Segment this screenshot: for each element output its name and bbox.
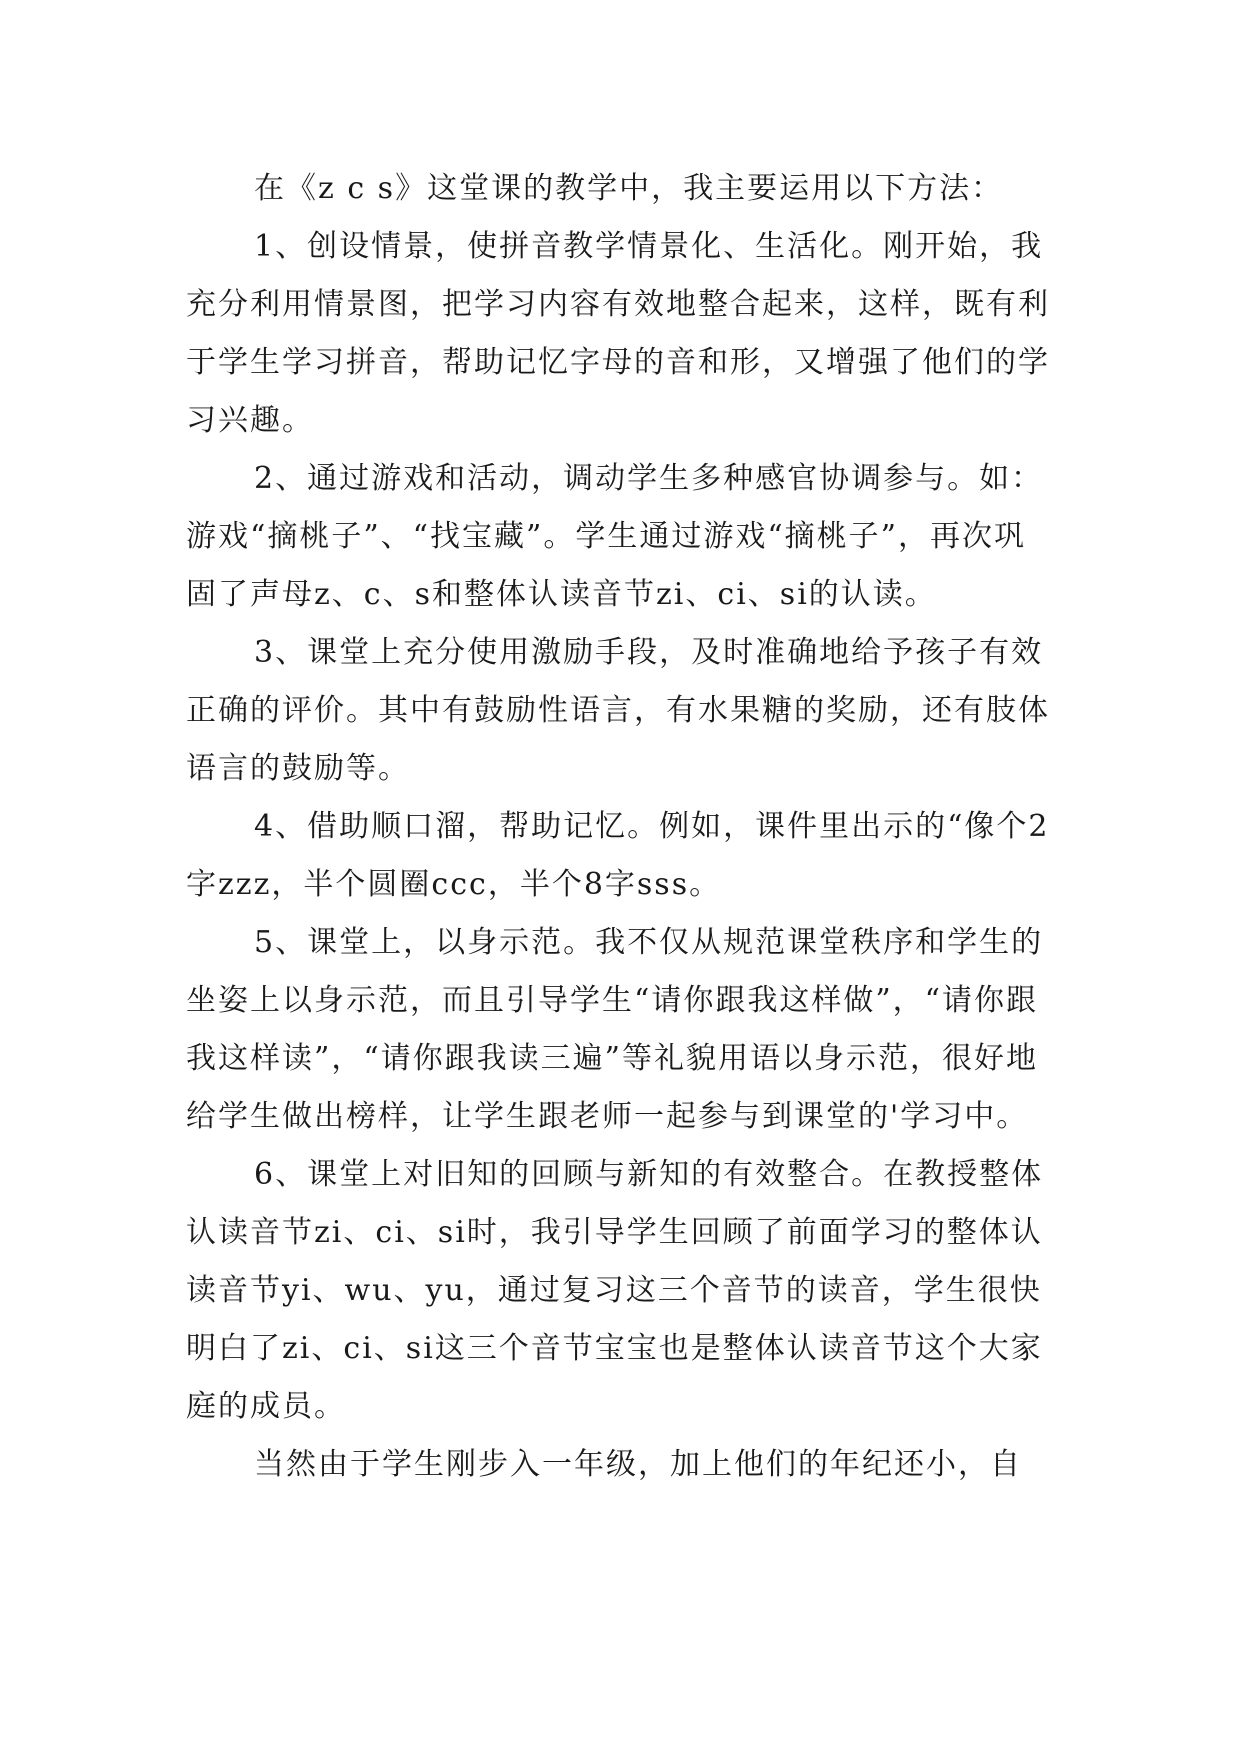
intro-paragraph: 在《z c s》这堂课的教学中，我主要运用以下方法： <box>254 171 1004 206</box>
method-6-paragraph: 6、课堂上对旧知的回顾与新知的有效整合。在教授整体认读音节zi、ci、si时，我引导学生回顾了前面学习的整体认读音节yi、wu、yu，通过复习这三个音节的读音，学生很快明白了zi、ci、si这三个音节宝宝也是整体认读音节这个大家庭的成员。 <box>186 1157 1044 1424</box>
method-5-paragraph: 5、课堂上，以身示范。我不仅从规范课堂秩序和学生的坐姿上以身示范，而且引导学生“请你跟我这样做”，“请你跟我这样读”，“请你跟我读三遍”等礼貌用语以身示范，很好地给学生做出榜样，让学生跟老师一起参与到课堂的'学习中。 <box>186 925 1044 1134</box>
closing-paragraph: 当然由于学生刚步入一年级，加上他们的年纪还小，自 <box>254 1447 1022 1482</box>
method-3-paragraph: 3、课堂上充分使用激励手段，及时准确地给予孩子有效正确的评价。其中有鼓励性语言，有水果糖的奖励，还有肢体语言的鼓励等。 <box>186 635 1050 786</box>
method-2-paragraph: 2、通过游戏和活动，调动学生多种感官协调参与。如：游戏“摘桃子”、“找宝藏”。学生通过游戏“摘桃子”，再次巩固了声母z、c、s和整体认读音节zi、ci、si的认读。 <box>186 461 1044 612</box>
body-text <box>186 160 1056 1494</box>
method-1-paragraph: 1、创设情景，使拼音教学情景化、生活化。刚开始，我充分利用情景图，把学习内容有效地整合起来，这样，既有利于学生学习拼音，帮助记忆字母的音和形，又增强了他们的学习兴趣。 <box>186 229 1050 438</box>
method-4-paragraph: 4、借助顺口溜，帮助记忆。例如，课件里出示的“像个2字zzz，半个圆圈ccc，半个8字sss。 <box>186 809 1050 902</box>
